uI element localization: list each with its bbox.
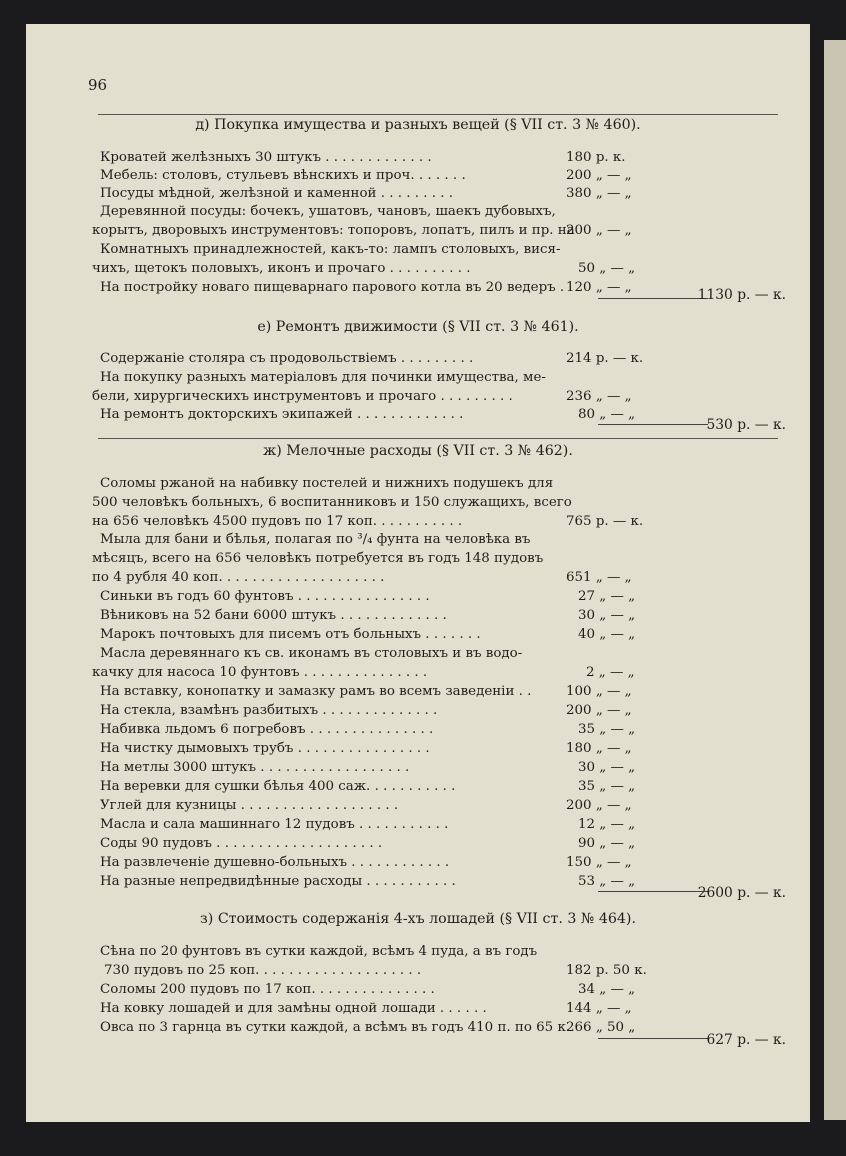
entry-line: Синьки въ годъ 60 фунтовъ . . . . . . . . . . . . . . . . xyxy=(100,589,430,604)
entry-line: на 656 человѣкъ 4500 пудовъ по 17 коп. . . . . . . . . . . xyxy=(92,514,463,529)
entry-amount: 180 „ — „ xyxy=(566,741,632,756)
section-total: 2600 р. — к. xyxy=(697,885,786,901)
entry-amount: 12 „ — „ xyxy=(578,817,636,832)
entry-amount: 53 „ — „ xyxy=(578,874,636,889)
entry-amount: 35 „ — „ xyxy=(578,779,636,794)
entry-line: На метлы 3000 штукъ . . . . . . . . . . . . . . . . . . xyxy=(100,760,410,775)
entry-line: Комнатныхъ принадлежностей, какъ-то: лампъ столовыхъ, вися- xyxy=(100,242,561,257)
section-title-d: д) Покупка имущества и разныхъ вещей (§ VII ст. 3 № 460). xyxy=(195,117,641,133)
entry-line: Посуды мѣдной, желѣзной и каменной . . . . . . . . . xyxy=(100,186,454,201)
entry-amount: 200 „ — „ xyxy=(566,168,632,183)
section-total: 627 р. — к. xyxy=(706,1032,786,1048)
entry-line: по 4 рубля 40 коп. . . . . . . . . . . . . . . . . . . . xyxy=(92,570,385,585)
entry-line: Масла и сала машиннаго 12 пудовъ . . . . . . . . . . . xyxy=(100,817,449,832)
entry-line: Деревянной посуды: бочекъ, ушатовъ, чановъ, шаекъ дубовыхъ, xyxy=(100,204,556,219)
entry-amount: 50 „ — „ xyxy=(578,261,636,276)
entry-line: Марокъ почтовыхъ для писемъ отъ больныхъ . . . . . . . xyxy=(100,627,481,642)
entry-line: корытъ, дворовыхъ инструментовъ: топоровъ, лопатъ, пилъ и пр. на xyxy=(92,223,575,238)
entry-amount: 144 „ — „ xyxy=(566,1001,632,1016)
entry-amount: 180 р. к. xyxy=(566,150,626,165)
entry-line: бели, хирургическихъ инструментовъ и прочаго . . . . . . . . . xyxy=(92,389,513,404)
entry-amount: 236 „ — „ xyxy=(566,389,632,404)
entry-amount: 34 „ — „ xyxy=(578,982,636,997)
entry-amount: 380 „ — „ xyxy=(566,186,632,201)
entry-line: На чистку дымовыхъ трубъ . . . . . . . . . . . . . . . . xyxy=(100,741,430,756)
entry-line: Соломы 200 пудовъ по 17 коп. . . . . . . . . . . . . . . xyxy=(100,982,435,997)
entry-line: Сѣна по 20 фунтовъ въ сутки каждой, всѣмъ 4 пуда, а въ годъ xyxy=(100,944,538,959)
entry-line: качку для насоса 10 фунтовъ . . . . . . . . . . . . . . . xyxy=(92,665,428,680)
entry-line: На вставку, конопатку и замазку рамъ во всемъ заведеніи . . xyxy=(100,684,532,699)
section-title-zh: ж) Мелочные расходы (§ VII ст. 3 № 462). xyxy=(263,443,573,459)
entry-amount: 27 „ — „ xyxy=(578,589,636,604)
entry-line: На покупку разныхъ матеріаловъ для починки имущества, ме- xyxy=(100,370,546,385)
entry-line: На веревки для сушки бѣлья 400 саж. . . . . . . . . . . xyxy=(100,779,456,794)
entry-amount: 214 р. — к. xyxy=(566,351,644,366)
entry-amount: 2 „ — „ xyxy=(586,665,635,680)
section-title-e: е) Ремонтъ движимости (§ VII ст. 3 № 461). xyxy=(257,319,579,335)
entry-line: На стекла, взамѣнъ разбитыхъ . . . . . . . . . . . . . . xyxy=(100,703,438,718)
entry-line: На развлеченіе душевно-больныхъ . . . . . . . . . . . . xyxy=(100,855,450,870)
entry-amount: 200 „ — „ xyxy=(566,798,632,813)
entry-line: На разные непредвидѣнные расходы . . . . . . . . . . . xyxy=(100,874,456,889)
entry-amount: 30 „ — „ xyxy=(578,608,636,623)
entry-amount: 120 „ — „ xyxy=(566,280,632,295)
entry-line: Содержаніе столяра съ продовольствіемъ . . . . . . . . . xyxy=(100,351,474,366)
header-rule xyxy=(98,114,778,115)
entry-line: 500 человѣкъ больныхъ, 6 воспитанниковъ и 150 служащихъ, всего xyxy=(92,495,572,510)
entry-line: Набивка льдомъ 6 погребовъ . . . . . . . . . . . . . . . xyxy=(100,722,434,737)
entry-line: Овса по 3 гарнца въ сутки каждой, а всѣмъ въ годъ 410 п. по 65 к. xyxy=(100,1020,571,1035)
entry-amount: 765 р. — к. xyxy=(566,514,644,529)
entry-line: Мыла для бани и бѣлья, полагая по ³/₄ фунта на человѣка въ xyxy=(100,532,531,547)
section-total: 1130 р. — к. xyxy=(697,287,786,303)
entry-amount: 35 „ — „ xyxy=(578,722,636,737)
document-content xyxy=(26,24,810,1122)
entry-line: На постройку новаго пищеварнаго парового котла въ 20 ведеръ . xyxy=(100,280,565,295)
entry-amount: 651 „ — „ xyxy=(566,570,632,585)
entry-line: На ковку лошадей и для замѣны одной лошади . . . . . . xyxy=(100,1001,487,1016)
entry-amount: 150 „ — „ xyxy=(566,855,632,870)
entry-amount: 90 „ — „ xyxy=(578,836,636,851)
entry-amount: 40 „ — „ xyxy=(578,627,636,642)
entry-amount: 80 „ — „ xyxy=(578,407,636,422)
page-number: 96 xyxy=(88,76,108,94)
section-total: 530 р. — к. xyxy=(706,417,786,433)
entry-line: чихъ, щетокъ половыхъ, иконъ и прочаго . . . . . . . . . . xyxy=(92,261,471,276)
entry-line: Мебель: столовъ, стульевъ вѣнскихъ и проч. . . . . . . xyxy=(100,168,466,183)
entry-line: Соды 90 пудовъ . . . . . . . . . . . . . . . . . . . . xyxy=(100,836,383,851)
entry-amount: 182 р. 50 к. xyxy=(566,963,647,978)
entry-line: На ремонтъ докторскихъ экипажей . . . . . . . . . . . . . xyxy=(100,407,464,422)
entry-line: 730 пудовъ по 25 коп. . . . . . . . . . . . . . . . . . . . xyxy=(104,963,422,978)
entry-amount: 200 „ — „ xyxy=(566,223,632,238)
entry-line: мѣсяцъ, всего на 656 человѣкъ потребуется въ годъ 148 пудовъ xyxy=(92,551,544,566)
entry-amount: 30 „ — „ xyxy=(578,760,636,775)
entry-line: Соломы ржаной на набивку постелей и нижнихъ подушекъ для xyxy=(100,476,554,491)
entry-amount: 200 „ — „ xyxy=(566,703,632,718)
entry-amount: 266 „ 50 „ xyxy=(566,1020,636,1035)
entry-line: Углей для кузницы . . . . . . . . . . . . . . . . . . . xyxy=(100,798,399,813)
entry-amount: 100 „ — „ xyxy=(566,684,632,699)
section-rule xyxy=(98,438,778,439)
entry-line: Масла деревяннаго къ св. иконамъ въ столовыхъ и въ водо- xyxy=(100,646,523,661)
adjacent-page-edge xyxy=(824,40,846,1120)
entry-line: Кроватей желѣзныхъ 30 штукъ . . . . . . . . . . . . . xyxy=(100,150,432,165)
entry-line: Вѣниковъ на 52 бани 6000 штукъ . . . . . . . . . . . . . xyxy=(100,608,447,623)
section-title-z: з) Стоимость содержанія 4-хъ лошадей (§ VII ст. 3 № 464). xyxy=(200,911,636,927)
